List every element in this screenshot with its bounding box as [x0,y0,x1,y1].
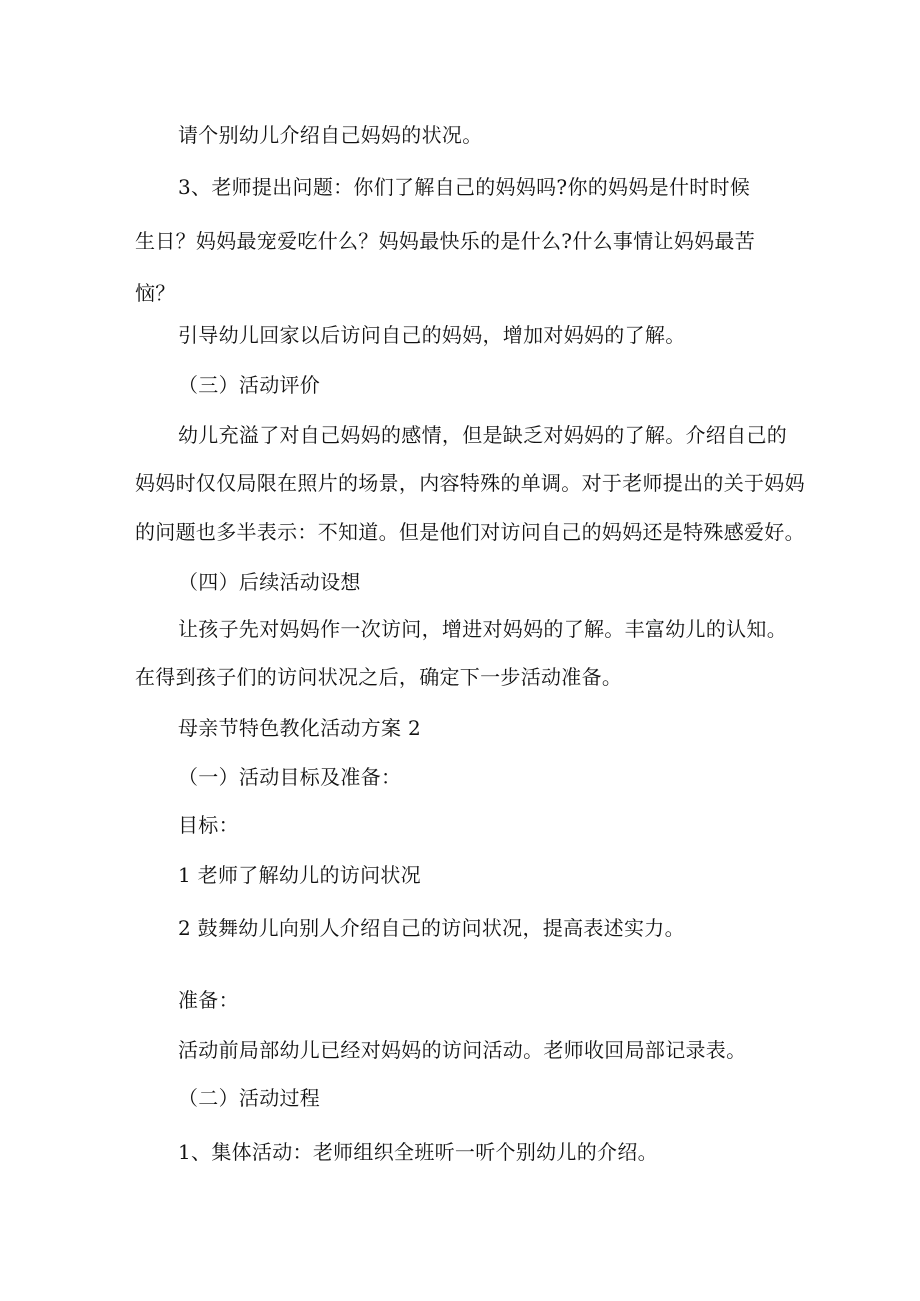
paragraph-line: 请个别幼儿介绍自己妈妈的状况。 [178,123,483,147]
paragraph-line: 在得到孩子们的访问状况之后，确定下一步活动准备。 [135,665,623,689]
label-text: 目标： [178,813,239,837]
section-heading: （三）活动评价 [178,373,321,397]
paragraph-line: 的问题也多半表示：不知道。但是他们对访问自己的妈妈还是特殊感爱好。 [135,520,805,544]
label-text: 准备： [178,988,239,1012]
paragraph-line: 生日？妈妈最宠爱吃什么？妈妈最快乐的是什么?什么事情让妈妈最苦 [135,229,756,253]
document-subtitle: 母亲节特色教化活动方案 2 [178,716,421,740]
section-heading: （四）后续活动设想 [178,570,361,594]
section-heading: （一）活动目标及准备： [178,765,402,789]
paragraph-line: 3、老师提出问题：你们了解自己的妈妈吗?你的妈妈是什时时候 [178,175,751,199]
paragraph-line: 恼？ [135,281,176,305]
paragraph-line: 妈妈时仅仅局限在照片的场景，内容特殊的单调。对于老师提出的关于妈妈 [135,471,805,495]
list-item: 2 鼓舞幼儿向别人介绍自己的访问状况，提高表述实力。 [178,916,685,940]
paragraph-line: 幼儿充溢了对自己妈妈的感情，但是缺乏对妈妈的了解。介绍自己的 [178,423,787,447]
section-heading: （二）活动过程 [178,1086,321,1110]
paragraph-line: 引导幼儿回家以后访问自己的妈妈，增加对妈妈的了解。 [178,323,686,347]
paragraph-line: 活动前局部幼儿已经对妈妈的访问活动。老师收回局部记录表。 [178,1038,747,1062]
paragraph-line: 让孩子先对妈妈作一次访问，增进对妈妈的了解。丰富幼儿的认知。 [178,617,787,641]
paragraph-line: 1、集体活动：老师组织全班听一听个别幼儿的介绍。 [178,1140,658,1164]
list-item: 1 老师了解幼儿的访问状况 [178,863,421,887]
